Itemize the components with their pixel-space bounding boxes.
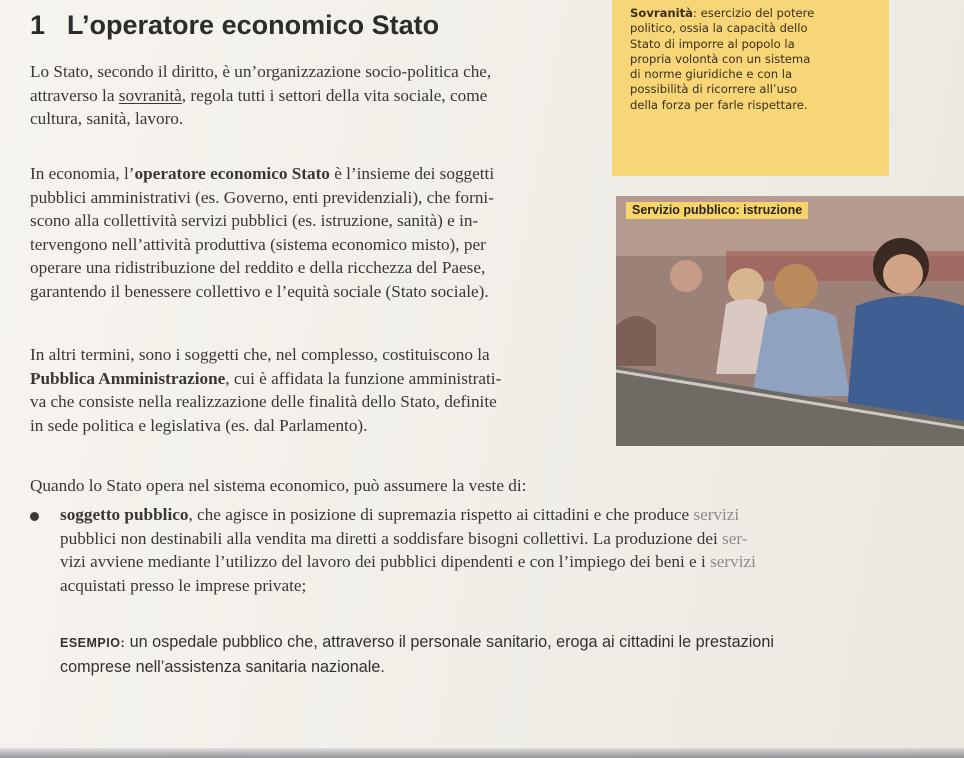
definition-line: della forza per farle rispettare. (630, 97, 808, 112)
definition-line: di norme giuridiche e con la (630, 67, 793, 82)
text-line: scono alla collettività servizi pubblici (es. istruzione, sanità) e in- (30, 211, 479, 230)
text-line (30, 367, 600, 391)
bullet-icon (30, 512, 39, 521)
definition-box (612, 0, 889, 176)
definition-line: politico, ossia la capacità dello (630, 21, 808, 36)
text-line: va che consiste nella realizzazione delle finalità dello Stato, definite (30, 392, 497, 411)
role-intro-paragraph (30, 474, 950, 498)
text-line: Lo Stato, secondo il diritto, è un’organizzazione socio-politica che, (30, 62, 492, 81)
section-heading (30, 10, 439, 41)
economy-paragraph (30, 162, 600, 303)
text-span: è l’insieme dei soggetti (329, 164, 495, 183)
sovranita-link[interactable]: sovranità (118, 85, 182, 105)
definition-line: propria volontà con un sistema (630, 51, 811, 66)
text-line: cultura, sanità, lavoro. (30, 109, 184, 128)
text-line: In altri termini, sono i soggetti che, nel complesso, costituiscono la (30, 345, 490, 364)
text-line: pubblici amministrativi (es. Governo, enti previdenziali), che forni- (30, 187, 494, 207)
text-span: servizi (710, 552, 756, 571)
text-span: attraverso la (30, 85, 119, 105)
text-line: tervengono nell’attività produttiva (sistema economico misto), per (30, 234, 486, 254)
text-span: , regola tutti i settori della vita sociale, come (181, 85, 488, 105)
page-edge-shadow (0, 748, 964, 758)
text-line: operare una ridistribuzione del reddito e della ricchezza del Paese, (30, 258, 486, 277)
bullet-item-soggetto-pubblico (60, 503, 960, 597)
text-line (60, 550, 960, 574)
section-title: L’operatore economico Stato (67, 10, 440, 40)
example-block (60, 630, 960, 679)
definition-line: possibilità di ricorrere all’uso (630, 82, 798, 97)
text-line: garantendo il benessere collettivo e l’equità sociale (Stato sociale). (30, 281, 489, 301)
text-line: comprese nell’assistenza sanitaria nazionale. (60, 658, 385, 676)
key-term: Pubblica Amministrazione (30, 368, 226, 388)
key-term: soggetto pubblico (60, 505, 189, 524)
definition-term: Sovranità (630, 6, 694, 20)
text-span: vizi avviene mediante l’utilizzo del lavoro dei pubblici dipendenti e con l’impiego dei beni e i (60, 552, 711, 571)
text-line: in sede politica e legislativa (es. dal Parlamento). (30, 415, 368, 435)
text-span: , cui è affidata la funzione amministrati- (225, 368, 502, 388)
text-line (60, 527, 960, 551)
key-term: operatore economico Stato (134, 164, 330, 183)
text-span: ser- (722, 528, 748, 548)
text-line: Quando lo Stato opera nel sistema economico, può assumere la veste di: (30, 476, 527, 495)
photo-caption: Servizio pubblico: istruzione (626, 202, 808, 219)
text-span: In economia, l’ (30, 164, 135, 183)
text-line (60, 503, 960, 527)
text-span: pubblici non destinabili alla vendita ma diretti a soddisfare bisogni collettivi. La produzione dei (60, 528, 723, 548)
text-line: acquistati presso le imprese private; (60, 575, 307, 595)
text-span: , che agisce in posizione di supremazia rispetto ai cittadini e che produce (188, 505, 694, 524)
text-line (30, 84, 640, 108)
classroom-illustration (616, 196, 964, 446)
definition-text: : esercizio del potere (693, 6, 815, 20)
intro-paragraph (30, 60, 640, 131)
section-number: 1 (30, 10, 46, 40)
classroom-photo (616, 196, 964, 446)
public-admin-paragraph (30, 343, 600, 437)
example-label: ESEMPIO: (60, 636, 126, 650)
definition-line: Stato di imporre al popolo la (630, 36, 795, 51)
text-span: un ospedale pubblico che, attraverso il personale sanitario, eroga ai cittadini le prestazioni (125, 633, 774, 651)
definition-line (630, 6, 877, 21)
text-span: servizi (693, 505, 740, 524)
text-line (60, 630, 960, 655)
text-line (30, 162, 600, 186)
